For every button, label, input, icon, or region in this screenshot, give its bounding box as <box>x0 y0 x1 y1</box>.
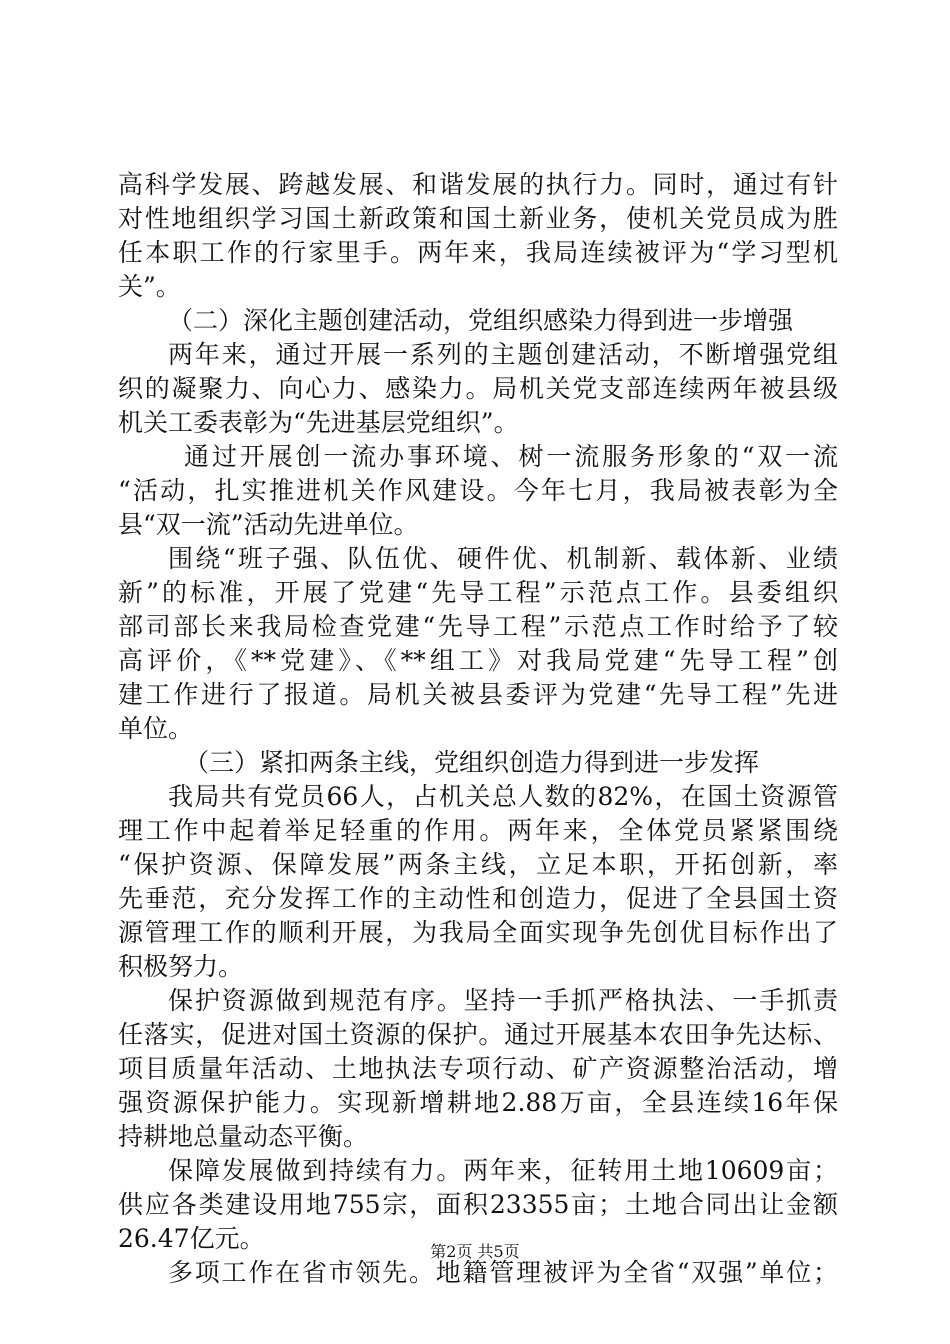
text-line: 县“双一流”活动先进单位。 <box>118 510 419 539</box>
text-line: 新”的标准，开展了党建“先导工程”示范点工作。县委组织 <box>118 578 838 607</box>
text-line: 强资源保护能力。实现新增耕地2.88万亩，全县连续16年保 <box>118 1088 838 1117</box>
text-line: 保护资源做到规范有序。坚持一手抓严格执法、一手抓责 <box>168 986 838 1015</box>
text-line: 理工作中起着举足轻重的作用。两年来，全体党员紧紧围绕 <box>118 816 838 845</box>
text-line: 部司部长来我局检查党建“先导工程”示范点工作时给予了较 <box>118 612 838 641</box>
text-line: 持耕地总量动态平衡。 <box>118 1122 369 1151</box>
text-line: “活动，扎实推进机关作风建设。今年七月，我局被表彰为全 <box>118 476 838 505</box>
text-line: 围绕“班子强、队伍优、硬件优、机制新、载体新、业绩 <box>168 544 838 573</box>
text-line: （二）深化主题创建活动，党组织感染力得到进一步增强 <box>168 306 794 335</box>
text-line: 源管理工作的顺利开展，为我局全面实现争先创优目标作出了 <box>118 918 838 947</box>
text-line: 先垂范，充分发挥工作的主动性和创造力，促进了全县国土资 <box>118 884 838 913</box>
text-line: 供应各类建设用地755宗，面积23355亩；土地合同出让金额 <box>118 1190 838 1219</box>
text-line: 对性地组织学习国土新政策和国土新业务，使机关党员成为胜 <box>118 204 838 233</box>
text-line: 我局共有党员66人，占机关总人数的82%，在国土资源管 <box>168 782 838 811</box>
text-line: “保护资源、保障发展”两条主线，立足本职，开拓创新，率 <box>118 850 838 879</box>
text-line: 通过开展创一流办事环境、树一流服务形象的“双一流 <box>184 442 838 471</box>
text-line: 单位。 <box>118 714 194 743</box>
text-line: 项目质量年活动、土地执法专项行动、矿产资源整治活动，增 <box>118 1054 838 1083</box>
page-footer: 第2页 共5页 <box>430 1242 520 1261</box>
text-line: 高科学发展、跨越发展、和谐发展的执行力。同时，通过有针 <box>118 170 838 199</box>
text-line: 积极努力。 <box>118 952 244 981</box>
text-line: 织的凝聚力、向心力、感染力。局机关党支部连续两年被县级 <box>118 374 838 403</box>
text-line: 多项工作在省市领先。地籍管理被评为全省“双强”单位； <box>168 1258 838 1287</box>
text-line: （三）紧扣两条主线，党组织创造力得到进一步发挥 <box>184 748 760 777</box>
text-line: 两年来，通过开展一系列的主题创建活动，不断增强党组 <box>168 340 838 369</box>
text-line: 26.47亿元。 <box>118 1224 265 1253</box>
text-line: 机关工委表彰为“先进基层党组织”。 <box>118 408 519 437</box>
text-line: 关”。 <box>118 272 181 301</box>
document-body <box>118 168 838 1290</box>
text-line: 建工作进行了报道。局机关被县委评为党建“先导工程”先进 <box>118 680 838 709</box>
text-line: 任本职工作的行家里手。两年来，我局连续被评为“学习型机 <box>118 238 838 267</box>
text-line: 保障发展做到持续有力。两年来，征转用土地10609亩； <box>168 1156 838 1185</box>
text-line: 任落实，促进对国土资源的保护。通过开展基本农田争先达标、 <box>118 1020 838 1049</box>
text-line: 高评价，《**党建》、《**组工》对我局党建“先导工程”创 <box>118 646 838 675</box>
